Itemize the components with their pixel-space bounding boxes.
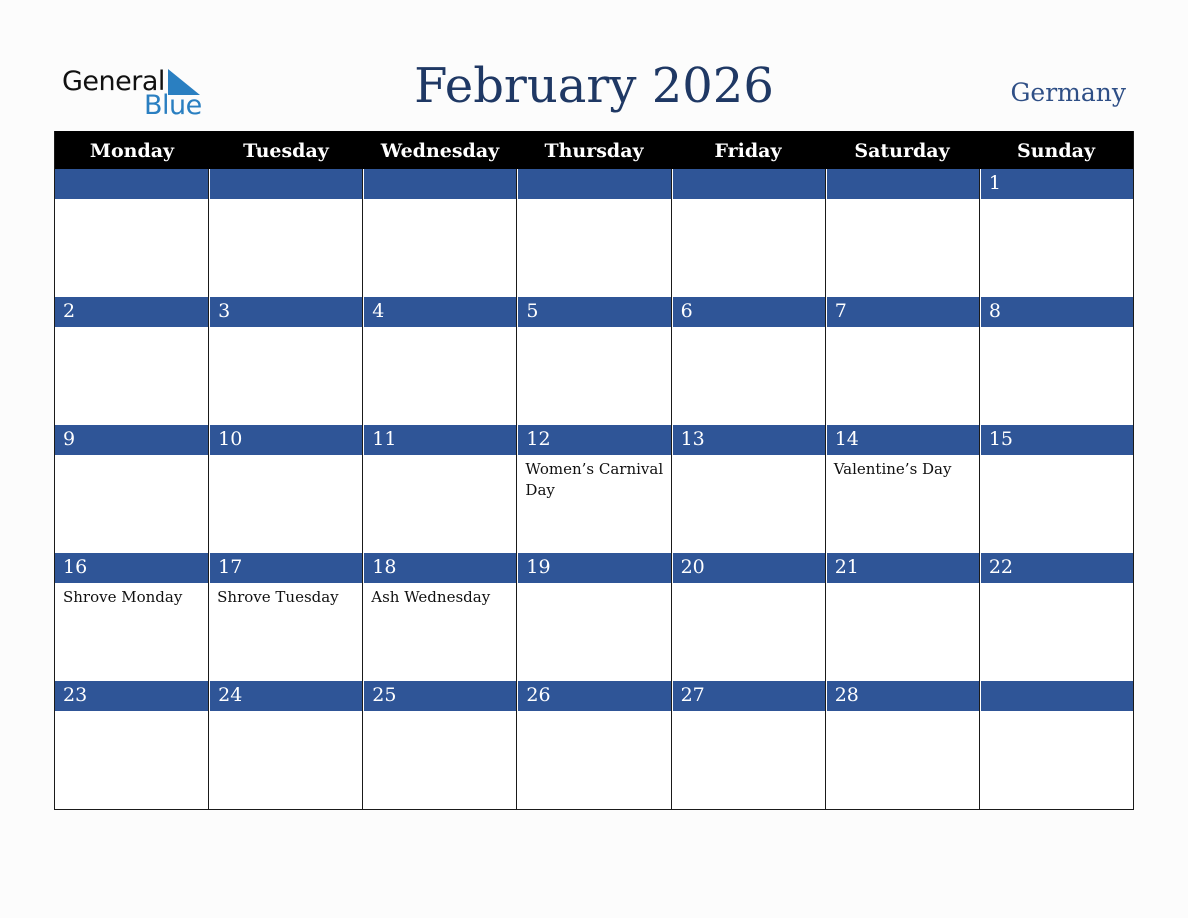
day-number: [980, 681, 1133, 711]
day-cell: [979, 169, 1133, 297]
weekday-header-row: [55, 131, 1133, 169]
day-cell: [362, 681, 516, 809]
weeks-container: [55, 169, 1133, 809]
holiday-label: [363, 455, 516, 459]
holiday-label: [517, 711, 670, 715]
day-number: [517, 169, 670, 199]
weekday-friday: Friday: [714, 140, 782, 162]
day-cell: [979, 681, 1133, 809]
day-cell: [825, 425, 979, 553]
day-cell: [516, 169, 670, 297]
weekday-thursday: Thursday: [544, 140, 644, 162]
day-number: 8: [980, 297, 1133, 327]
day-cell: [825, 553, 979, 681]
day-number: [672, 169, 825, 199]
holiday-label: [672, 455, 825, 459]
holiday-label: Shrove Tuesday: [217, 588, 339, 606]
day-number: 15: [980, 425, 1133, 455]
holiday-label: [209, 711, 362, 715]
holiday-label: [55, 199, 208, 203]
day-number: 21: [826, 553, 979, 583]
logo-word-general: General: [62, 66, 165, 97]
day-number: [209, 169, 362, 199]
day-cell: [979, 553, 1133, 681]
day-cell: [362, 169, 516, 297]
holiday-label: [363, 199, 516, 203]
holiday-label: [209, 455, 362, 459]
day-number: 12: [517, 425, 670, 455]
day-cell: [208, 553, 362, 681]
weekday-sunday: Sunday: [1017, 140, 1095, 162]
day-cell: [979, 297, 1133, 425]
day-number: [363, 169, 516, 199]
day-number: 19: [517, 553, 670, 583]
day-number: 6: [672, 297, 825, 327]
day-number: [826, 169, 979, 199]
holiday-label: [980, 583, 1133, 587]
day-cell: [825, 169, 979, 297]
holiday-label: [672, 327, 825, 331]
day-number: 7: [826, 297, 979, 327]
day-cell: [362, 297, 516, 425]
holiday-label: [55, 711, 208, 715]
day-number: 28: [826, 681, 979, 711]
day-number: 25: [363, 681, 516, 711]
day-number: 16: [55, 553, 208, 583]
day-cell: [979, 425, 1133, 553]
day-cell: [671, 681, 825, 809]
day-number: 24: [209, 681, 362, 711]
holiday-label: [55, 327, 208, 331]
day-cell: [516, 425, 670, 553]
holiday-label: [363, 327, 516, 331]
holiday-label: [826, 583, 979, 587]
holiday-label: [517, 583, 670, 587]
day-number: 17: [209, 553, 362, 583]
day-number: 9: [55, 425, 208, 455]
day-cell: [208, 681, 362, 809]
day-cell: [362, 425, 516, 553]
holiday-label: [980, 199, 1133, 203]
holiday-label: [980, 711, 1133, 715]
day-number: 10: [209, 425, 362, 455]
day-number: 14: [826, 425, 979, 455]
day-number: 2: [55, 297, 208, 327]
day-cell: [55, 681, 208, 809]
day-cell: [671, 297, 825, 425]
day-cell: [825, 681, 979, 809]
day-cell: [55, 297, 208, 425]
day-cell: [825, 297, 979, 425]
day-cell: [671, 425, 825, 553]
day-number: 1: [980, 169, 1133, 199]
day-cell: [671, 553, 825, 681]
holiday-label: [826, 327, 979, 331]
week-row: [55, 553, 1133, 681]
day-number: 22: [980, 553, 1133, 583]
holiday-label: Valentine’s Day: [833, 460, 952, 478]
weekday-tuesday: Tuesday: [243, 140, 329, 162]
weekday-wednesday: Wednesday: [380, 140, 500, 162]
day-cell: [208, 297, 362, 425]
holiday-label: Ash Wednesday: [371, 588, 491, 606]
holiday-label: [826, 199, 979, 203]
day-cell: [362, 553, 516, 681]
holiday-label: [209, 199, 362, 203]
holiday-label: [672, 199, 825, 203]
holiday-label: [980, 455, 1133, 459]
holiday-label: [209, 327, 362, 331]
weekday-saturday: Saturday: [854, 140, 950, 162]
holiday-label: [517, 199, 670, 203]
logo-word-blue: Blue: [144, 90, 202, 121]
week-row: [55, 297, 1133, 425]
day-number: 27: [672, 681, 825, 711]
day-number: 18: [363, 553, 516, 583]
day-cell: [55, 169, 208, 297]
day-number: 13: [672, 425, 825, 455]
holiday-label: Women’s Carnival Day: [525, 460, 664, 499]
day-number: 23: [55, 681, 208, 711]
calendar-title: February 2026: [414, 58, 774, 114]
holiday-label: [517, 327, 670, 331]
holiday-label: [826, 711, 979, 715]
calendar-grid: [54, 131, 1134, 810]
holiday-label: [980, 327, 1133, 331]
week-row: [55, 681, 1133, 809]
day-number: 3: [209, 297, 362, 327]
day-cell: [55, 425, 208, 553]
holiday-label: [672, 583, 825, 587]
day-cell: [55, 553, 208, 681]
day-number: 11: [363, 425, 516, 455]
day-number: 5: [517, 297, 670, 327]
holiday-label: [363, 711, 516, 715]
day-number: 4: [363, 297, 516, 327]
day-cell: [208, 425, 362, 553]
country-label: Germany: [1010, 78, 1126, 107]
day-cell: [208, 169, 362, 297]
holiday-label: [55, 455, 208, 459]
day-cell: [671, 169, 825, 297]
holiday-label: Shrove Monday: [63, 588, 183, 606]
day-number: 26: [517, 681, 670, 711]
day-cell: [516, 681, 670, 809]
day-number: [55, 169, 208, 199]
day-number: 20: [672, 553, 825, 583]
day-cell: [516, 553, 670, 681]
weekday-monday: Monday: [89, 140, 175, 162]
holiday-label: [672, 711, 825, 715]
week-row: [55, 425, 1133, 553]
week-row: [55, 169, 1133, 297]
day-cell: [516, 297, 670, 425]
